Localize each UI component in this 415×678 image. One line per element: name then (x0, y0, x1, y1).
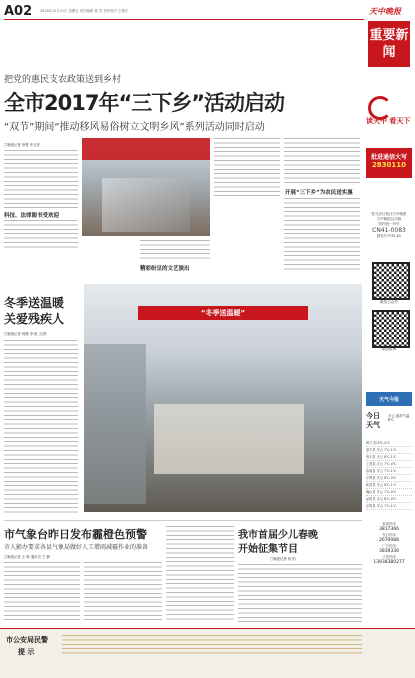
article3-subhead: 市人影办要求各县气象局做好人工增雨减霾作业的准备 (4, 544, 149, 551)
contacts: 新闻热线 3817366 发行热线 2670088 广告热线 3839330 订报热线 13938380277 (373, 522, 405, 565)
lead-headline: 全市2017年“三下乡”活动启动 (4, 91, 285, 115)
slogan: 读天中 看天下 (366, 117, 411, 125)
qr-label-2: 新浪微博 (381, 347, 397, 351)
footer-title: 市公安局民警 (6, 636, 48, 644)
section-title: 重要新闻 (368, 21, 410, 67)
article3-text-1 (4, 562, 80, 622)
footer-box (0, 628, 415, 678)
article2-headline-2: 关爱残疾人 (4, 312, 65, 326)
date-line: 2018年12月21日 星期五 责任编辑 翁 雪 责任校对 王慧宏 (40, 9, 129, 13)
weather-row: 泌阳县 多云 6℃-0℃ (366, 496, 412, 503)
page-code: A02 (4, 4, 33, 19)
footer-text (62, 635, 362, 657)
weather-row: 上蔡县 多云 7℃-0℃ (366, 461, 412, 468)
article2-text (4, 340, 78, 516)
article3-byline: □晚报记者 王 琪 通讯员 王 静 (4, 555, 50, 559)
lead-text-col-1b (4, 220, 78, 250)
lead-text-col-4 (284, 138, 360, 184)
article2-headline-1: 冬季送温暖 (4, 296, 65, 310)
weather-banner: 天气今报 (366, 392, 412, 406)
weather-row: 新蔡县 多云 8℃-1℃ (366, 482, 412, 489)
photo-banner: “冬季送温暖” (138, 306, 308, 320)
article3-headline: 市气象台昨日发布霾橙色预警 (4, 528, 147, 541)
lead-side-heading: 开展“三下乡”为农民送实惠 (285, 190, 353, 196)
article2-photo (84, 284, 362, 512)
qr-label-1: 微信公众号 (380, 300, 398, 304)
qr-code-2[interactable] (372, 310, 410, 348)
weather-row: 正阳县 多云 7℃-1℃ (366, 503, 412, 510)
weather-row: 遂平县 多云 7℃-1℃ (366, 447, 412, 454)
lead-byline: □晚报记者 徐慧 孝玉菲 (4, 143, 40, 147)
article4-byline: □晚报记者 杨 阳 (270, 557, 296, 561)
weather-title: 今日天气 (366, 412, 380, 429)
weather-row: 汝南县 多云 7℃-1℃ (366, 468, 412, 475)
article4-text (238, 564, 362, 622)
article3-text-3 (166, 526, 234, 622)
lead-text-col-2 (140, 240, 210, 260)
weather-row: 西平县 多云 8℃-1℃ (366, 454, 412, 461)
header-rule (4, 19, 364, 20)
separator (4, 520, 362, 521)
paper-logo: 天中晚报 (369, 7, 401, 16)
page-header (0, 0, 415, 50)
press-info: 驻马店日报社天中晚报 天中晚报社出版 国内统一刊号 CN41-0083 邮发代号35-62 (371, 212, 407, 238)
article2-byline: □晚报记者 郭俊 李 帆 文/图 (4, 332, 47, 336)
weather-table (366, 440, 412, 510)
lead-kicker: 把党的惠民支农政策送到乡村 (4, 75, 122, 85)
weather-row: 平舆县 多云 8℃-0℃ (366, 475, 412, 482)
weather-desc: 多云 最高气温 8℃ (388, 414, 410, 423)
lead-text-col-5 (284, 198, 360, 272)
footer-label: 提 示 (18, 648, 35, 656)
weather-row: 明天 阴 6℃-0℃ (366, 440, 412, 447)
weather-row: 确山县 多云 7℃-0℃ (366, 489, 412, 496)
lead-subhead: “双节”期间“推动移风易俗树立文明乡风”系列活动同时启动 (4, 122, 265, 133)
article4-headline-1: 我市首届少儿春晚 (238, 530, 318, 541)
article3-text-2 (84, 562, 162, 622)
lead-text-col-3 (214, 138, 280, 196)
lead-photo (82, 138, 210, 236)
qr-code-1[interactable] (372, 262, 410, 300)
promo-banner: 批进通信大写 2830110 (366, 148, 412, 178)
article4-headline-2: 开始征集节目 (238, 544, 298, 555)
red-curl-logo (368, 96, 392, 120)
lead-subheading-1: 科技、法律图书受欢迎 (4, 213, 60, 219)
lead-subheading-2: 精彩纷呈的文艺演出 (140, 266, 190, 272)
lead-text-col-1 (4, 150, 78, 208)
